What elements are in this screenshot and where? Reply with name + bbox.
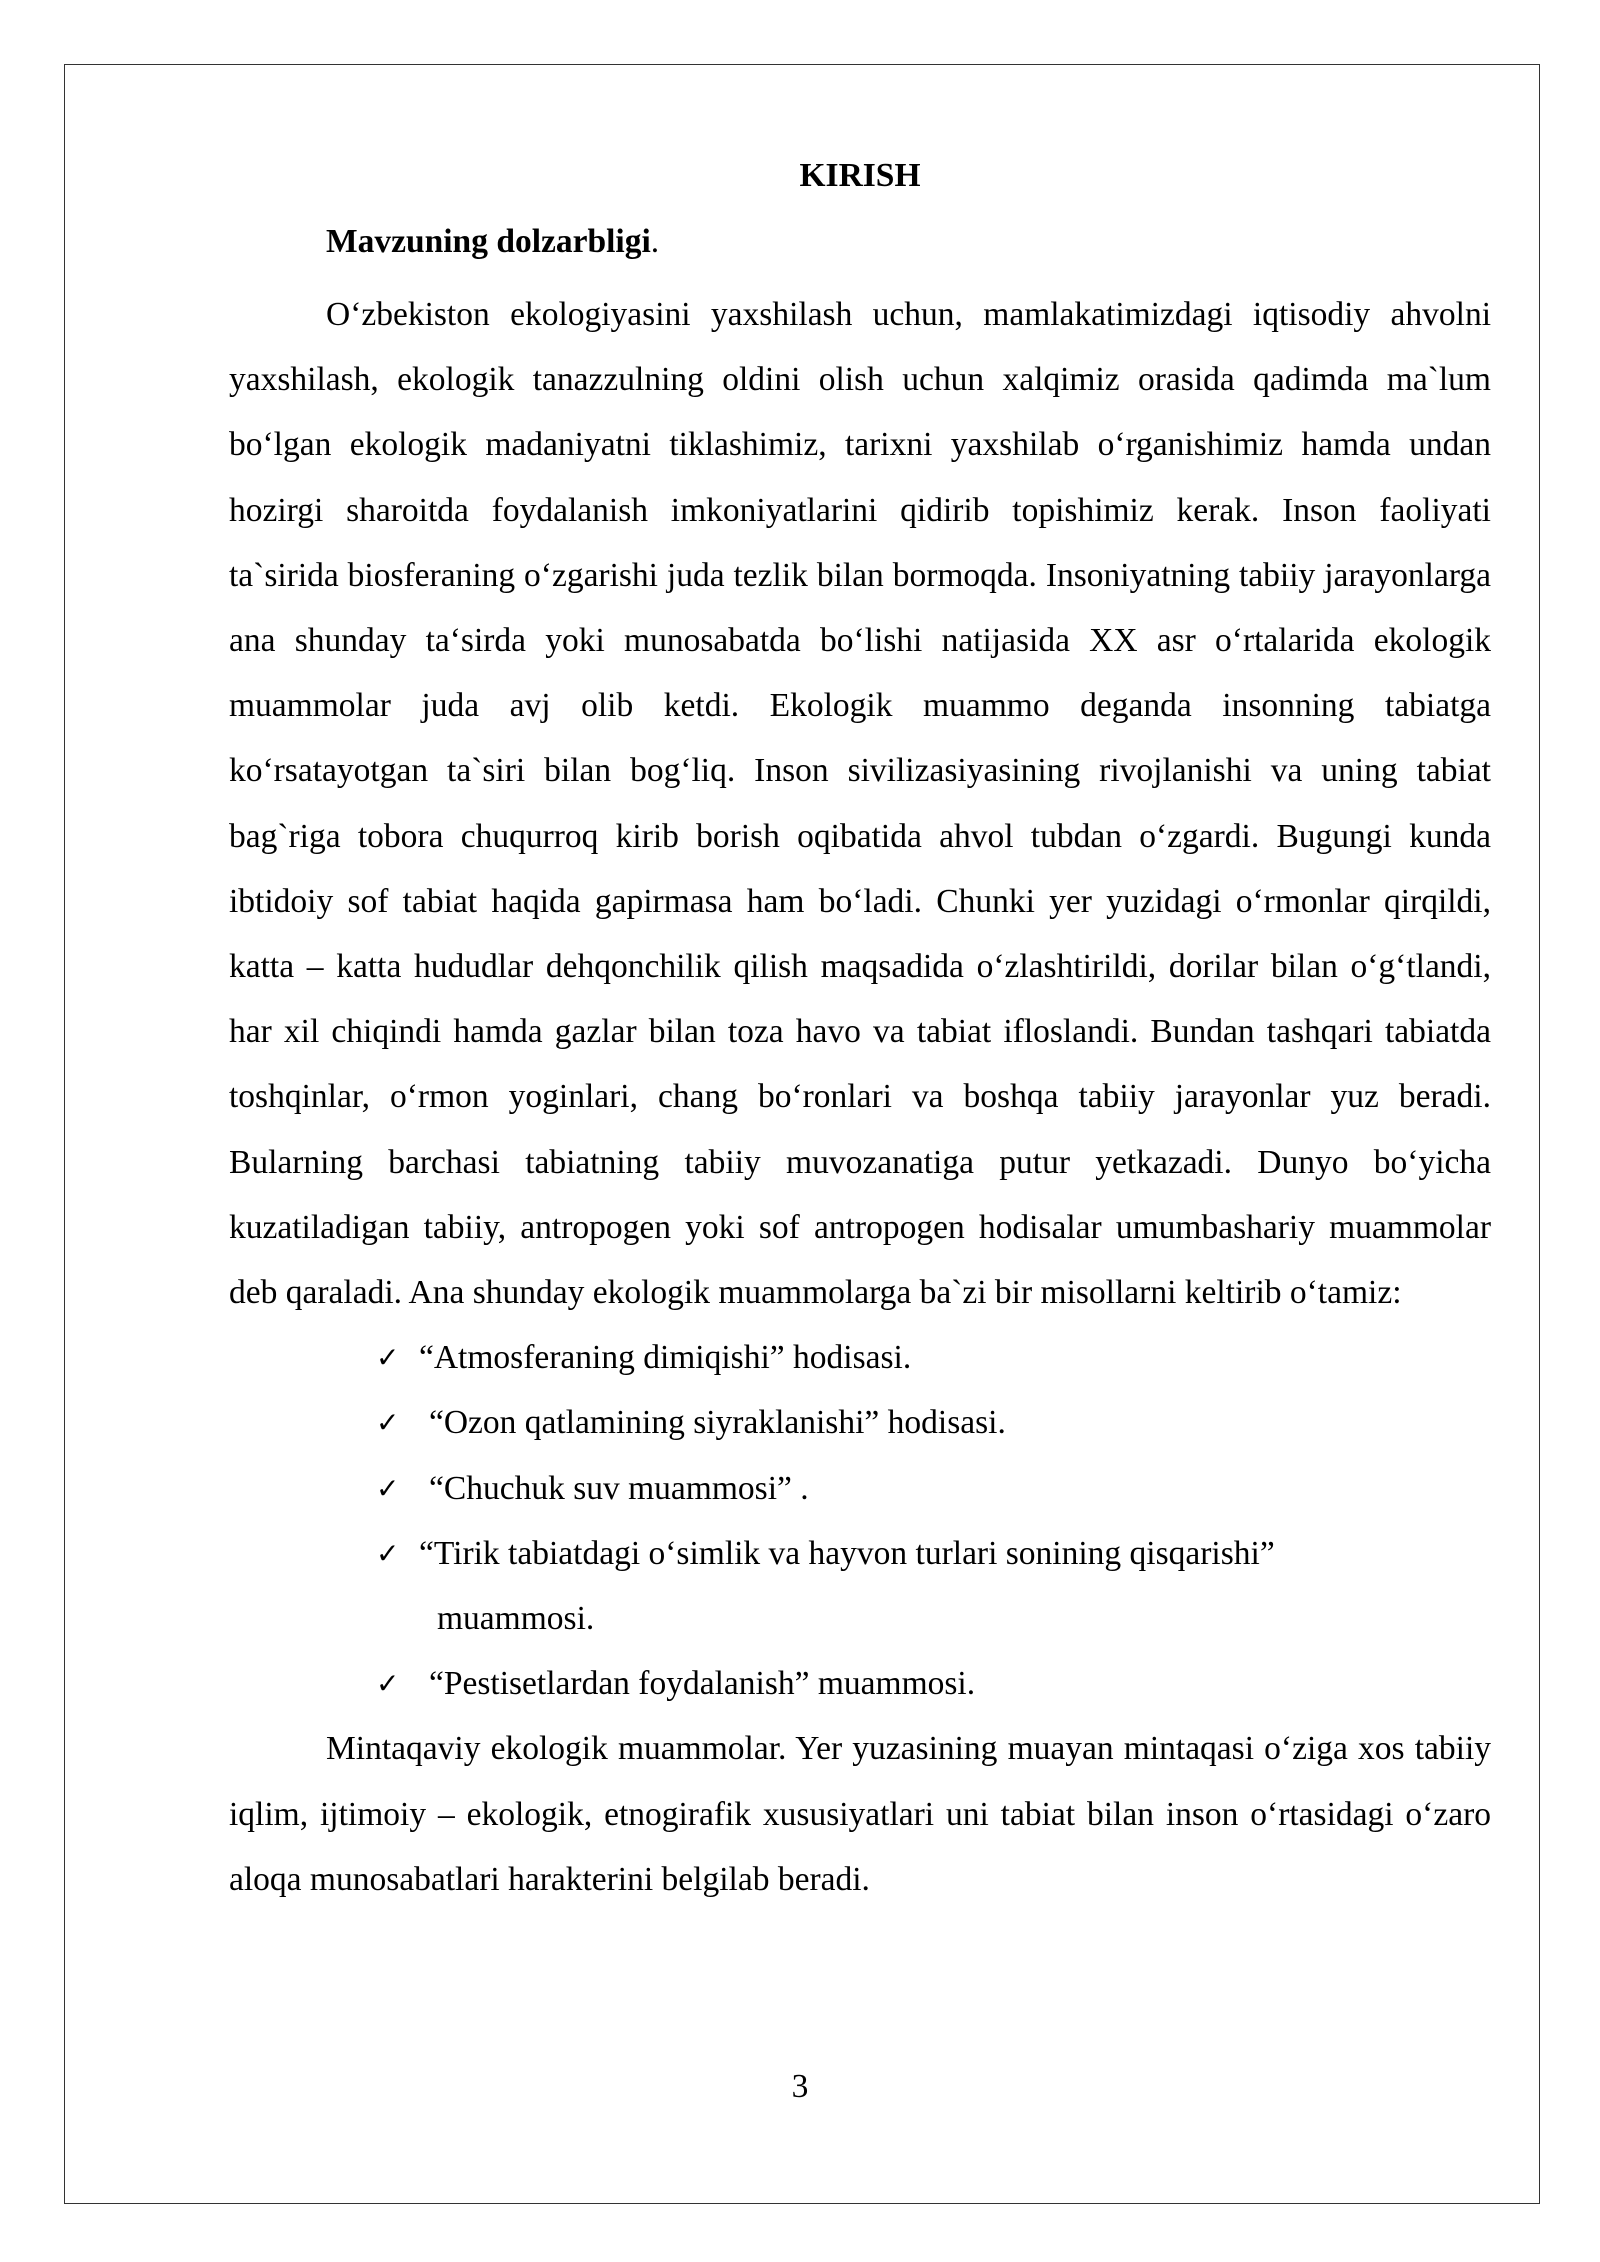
section-heading-text: Mavzuning dolzarbligi [326, 223, 651, 260]
list-item [229, 1325, 1491, 1390]
list-item-text: “Atmosferaning dimiqishi” hodisasi. [419, 1339, 912, 1377]
intro-paragraph: O‘zbekiston ekologiyasini yaxshilash uchun, mamlakatimizdagi iqtisodiy ahvolni yaxshilash, ekologik tanazzulning oldini olish uchun xalqimiz orasida qadimda ma`lum bo‘lgan ekologik madaniyatni tiklashimiz, tarixni yaxshilab o‘rganishimiz hamda undan hozirgi sharoitda foydalanish imkoniyatlarini qidirib topishimiz kerak. Inson faoliyati ta`sirida biosferaning o‘zgarishi juda tezlik bilan bormoqda. Insoniyatning tabiiy jarayonlarga ana shunday ta‘sirda yoki munosabatda bo‘lishi natijasida XX asr o‘rtalarida ekologik muammolar juda avj olib ketdi. Ekologik muammo deganda insonning tabiatga ko‘rsatayotgan ta`siri bilan bog‘liq. Inson sivilizasiyasining rivojlanishi va uning tabiat bag`riga tobora chuqurroq kirib borish oqibatida ahvol tubdan o‘zgardi. Bugungi kunda ibtidoiy sof tabiat haqida gapirmasa ham bo‘ladi. Chunki yer yuzidagi o‘rmonlar qirqildi, katta – katta hududlar dehqonchilik qilish maqsadida o‘zlashtirildi, dorilar bilan o‘g‘tlandi, har xil chiqindi hamda gazlar bilan toza havo va tabiat ifloslandi. Bundan tashqari tabiatda toshqinlar, o‘rmon yoginlari, chang bo‘ronlari va boshqa tabiiy jarayonlar yuz beradi. Bularning barchasi tabiatning tabiiy muvozanatiga putur yetkazadi. Dunyo bo‘yicha kuzatiladigan tabiiy, antropogen yoki sof antropogen hodisalar umumbashariy muammolar deb qaraladi. Ana shunday ekologik muammolarga ba`zi bir misollarni keltirib o‘tamiz: [229, 296, 1491, 1312]
list-item [229, 1390, 1491, 1455]
document-body [229, 150, 1491, 1912]
check-icon: ✓ [376, 1406, 400, 1440]
page-number: 3 [791, 2068, 809, 2105]
list-item-text: “Ozon qatlamining siyraklanishi” hodisasi. [429, 1404, 1006, 1442]
check-icon: ✓ [376, 1341, 400, 1375]
list-item-text: “Pestisetlardan foydalanish” muammosi. [429, 1665, 976, 1703]
check-icon: ✓ [376, 1536, 400, 1570]
list-item-text: “Tirik tabiatdagi o‘simlik va hayvon turlari sonining qisqarishi” [419, 1534, 1275, 1572]
check-icon: ✓ [376, 1471, 400, 1505]
list-item-text-wrapper [419, 1521, 1411, 1651]
section-heading [229, 216, 1491, 268]
closing-paragraph: Mintaqaviy ekologik muammolar. Yer yuzasining muayan mintaqasi o‘ziga xos tabiiy iqlim, ijtimoiy – ekologik, etnogirafik xususiyatlari uni tabiat bilan inson o‘rtasidagi o‘zaro aloqa munosabatlari harakterini belgilab beradi. [229, 1730, 1491, 1898]
check-icon: ✓ [376, 1667, 400, 1701]
list-item-text: “Chuchuk suv muammosi” . [429, 1469, 809, 1507]
list-item [229, 1651, 1491, 1716]
list-item [229, 1456, 1491, 1521]
problem-list [229, 1325, 1491, 1716]
list-item [229, 1521, 1491, 1651]
section-heading-suffix: . [650, 223, 660, 260]
list-item-continuation: muammosi. [437, 1600, 595, 1638]
page-title: KIRISH [799, 157, 921, 194]
